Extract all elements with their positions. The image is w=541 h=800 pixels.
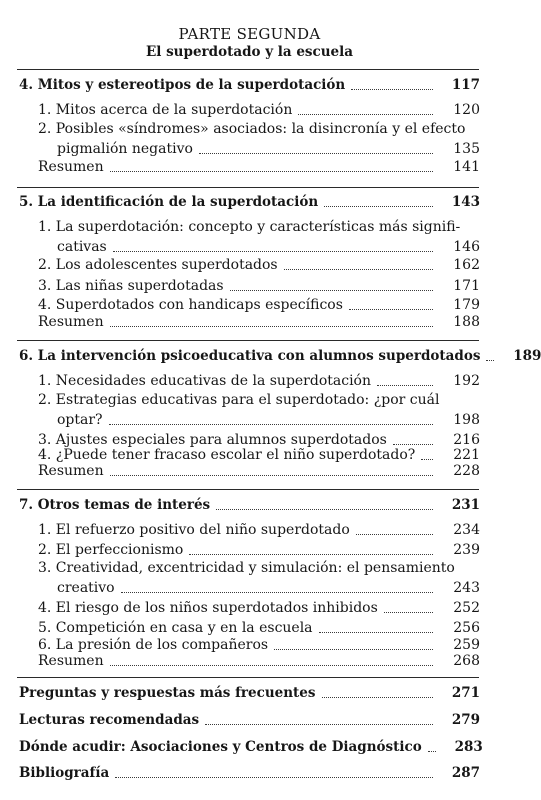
chapter-heading-page: 189 (513, 348, 541, 364)
dot-leader (274, 649, 433, 650)
dot-leader (115, 777, 433, 778)
toc-entry (38, 277, 480, 295)
section-divider (17, 677, 479, 678)
dot-leader (322, 697, 434, 698)
dot-leader (121, 592, 433, 593)
toc-entry-page: 216 (453, 432, 480, 448)
toc-entry-first-line: 2. Estrategias educativas para el superdotado: ¿por cuál (38, 392, 440, 408)
dot-leader (109, 424, 433, 425)
toc-entry (38, 619, 480, 637)
toc-entry-label: 3. Las niñas superdotadas (38, 278, 224, 294)
dot-leader (349, 309, 433, 310)
dot-leader (284, 269, 433, 270)
final-entry-page: 287 (451, 765, 480, 781)
toc-entry-page: 234 (453, 522, 480, 538)
toc-entry-label: 2. Los adolescentes superdotados (38, 257, 278, 273)
toc-entry-label: 3. Ajustes especiales para alumnos superdotados (38, 432, 387, 448)
dot-leader (216, 509, 433, 510)
dot-leader (230, 290, 433, 291)
toc-entry-first-line: 3. Creatividad, excentricidad y simulación: el pensamiento (38, 560, 455, 576)
dot-leader (110, 665, 433, 666)
final-entry-page: 283 (454, 739, 483, 755)
toc-entry (38, 313, 480, 331)
toc-entry-label: cativas (57, 239, 107, 255)
toc-entry-label: 5. Competición en casa y en la escuela (38, 620, 313, 636)
chapter-heading-label: 6. La intervención psicoeducativa con alumnos superdotados (19, 348, 481, 364)
toc-entry-label: Resumen (38, 314, 104, 330)
toc-entry (38, 101, 480, 119)
dot-leader (421, 459, 433, 460)
toc-entry-label: 1. El refuerzo positivo del niño superdotado (38, 522, 350, 538)
toc-entry-page: 221 (453, 447, 480, 463)
toc-entry-page: 135 (453, 141, 480, 157)
toc-entry (38, 541, 480, 559)
toc-entry-page: 256 (453, 620, 480, 636)
dot-leader (110, 475, 433, 476)
toc-entry-first-line: 1. La superdotación: concepto y características más signifi- (38, 219, 461, 235)
toc-entry-label: 4. ¿Puede tener fracaso escolar el niño superdotado? (38, 447, 416, 463)
toc-entry-page: 146 (453, 239, 480, 255)
dot-leader (324, 206, 433, 207)
toc-entry-page: 120 (453, 102, 480, 118)
toc-entry-page: 171 (453, 278, 480, 294)
section-divider (17, 340, 479, 341)
toc-entry-label: 2. El perfeccionismo (38, 542, 184, 558)
final-entry (19, 764, 480, 782)
toc-entry (38, 296, 480, 314)
toc-entry (38, 462, 480, 480)
chapter-heading (19, 496, 480, 514)
toc-entry-page: 188 (453, 314, 480, 330)
toc-entry-label: optar? (57, 412, 103, 428)
final-entry-label: Lecturas recomendadas (19, 712, 200, 728)
toc-entry-label: Resumen (38, 159, 104, 175)
chapter-heading-label: 7. Otros temas de interés (19, 497, 211, 513)
dot-leader (110, 171, 433, 172)
dot-leader (110, 326, 433, 327)
part-subtitle: El superdotado y la escuela (145, 44, 354, 60)
toc-entry-page: 239 (453, 542, 480, 558)
final-entry (19, 684, 480, 702)
chapter-heading (19, 76, 480, 94)
section-divider (17, 187, 479, 188)
dot-leader (199, 153, 433, 154)
dot-leader (189, 554, 433, 555)
toc-entry-label: 4. El riesgo de los niños superdotados inhibidos (38, 600, 378, 616)
toc-entry-label: 4. Superdotados con handicaps específicos (38, 297, 343, 313)
final-entry-label: Dónde acudir: Asociaciones y Centros de Diagnóstico (19, 739, 422, 755)
toc-entry-label: pigmalión negativo (57, 141, 193, 157)
toc-entry-page: 162 (453, 257, 480, 273)
chapter-heading (19, 347, 541, 365)
toc-entry-page: 192 (453, 373, 480, 389)
chapter-heading-page: 231 (451, 497, 480, 513)
toc-entry-page: 198 (453, 412, 480, 428)
toc-entry (38, 599, 480, 617)
chapter-heading (19, 193, 480, 211)
final-entry (19, 711, 480, 729)
toc-entry-page: 252 (453, 600, 480, 616)
final-entry-label: Bibliografía (19, 765, 110, 781)
toc-entry (38, 652, 480, 670)
toc-entry-first-line: 2. Posibles «síndromes» asociados: la disincronía y el efecto (38, 121, 466, 137)
dot-leader (356, 534, 433, 535)
toc-entry (38, 372, 480, 390)
toc-entry-label: creativo (57, 580, 115, 596)
chapter-heading-page: 143 (451, 194, 480, 210)
dot-leader (428, 751, 436, 752)
toc-entry-label: Resumen (38, 463, 104, 479)
toc-entry-page: 268 (453, 653, 480, 669)
section-divider (17, 489, 479, 490)
toc-entry (38, 521, 480, 539)
toc-entry-label: 1. Necesidades educativas de la superdotación (38, 373, 372, 389)
toc-entry-page: 259 (453, 637, 480, 653)
toc-entry-page: 141 (453, 159, 480, 175)
dot-leader (351, 89, 433, 90)
final-entry (19, 738, 483, 756)
final-entry-label: Preguntas y respuestas más frecuentes (19, 685, 316, 701)
toc-entry (38, 158, 480, 176)
toc-entry (57, 411, 480, 429)
dot-leader (486, 360, 494, 361)
dot-leader (319, 632, 433, 633)
final-entry-page: 271 (451, 685, 480, 701)
final-entry-page: 279 (451, 712, 480, 728)
toc-entry-label: Resumen (38, 653, 104, 669)
dot-leader (205, 724, 433, 725)
toc-entry (57, 579, 480, 597)
toc-entry-label: 6. La presión de los compañeros (38, 637, 269, 653)
chapter-heading-label: 4. Mitos y estereotipos de la superdotación (19, 77, 346, 93)
chapter-heading-label: 5. La identificación de la superdotación (19, 194, 319, 210)
dot-leader (384, 612, 433, 613)
dot-leader (377, 385, 433, 386)
toc-entry-page: 228 (453, 463, 480, 479)
toc-entry (57, 238, 480, 256)
toc-entry-label: 1. Mitos acerca de la superdotación (38, 102, 293, 118)
dot-leader (393, 444, 433, 445)
section-divider (17, 69, 479, 70)
toc-entry-page: 243 (453, 580, 480, 596)
toc-entry (38, 256, 480, 274)
part-title: PARTE SEGUNDA (178, 25, 321, 43)
toc-entry (57, 140, 480, 158)
chapter-heading-page: 117 (451, 77, 480, 93)
dot-leader (298, 114, 433, 115)
dot-leader (113, 251, 433, 252)
toc-entry-page: 179 (453, 297, 480, 313)
